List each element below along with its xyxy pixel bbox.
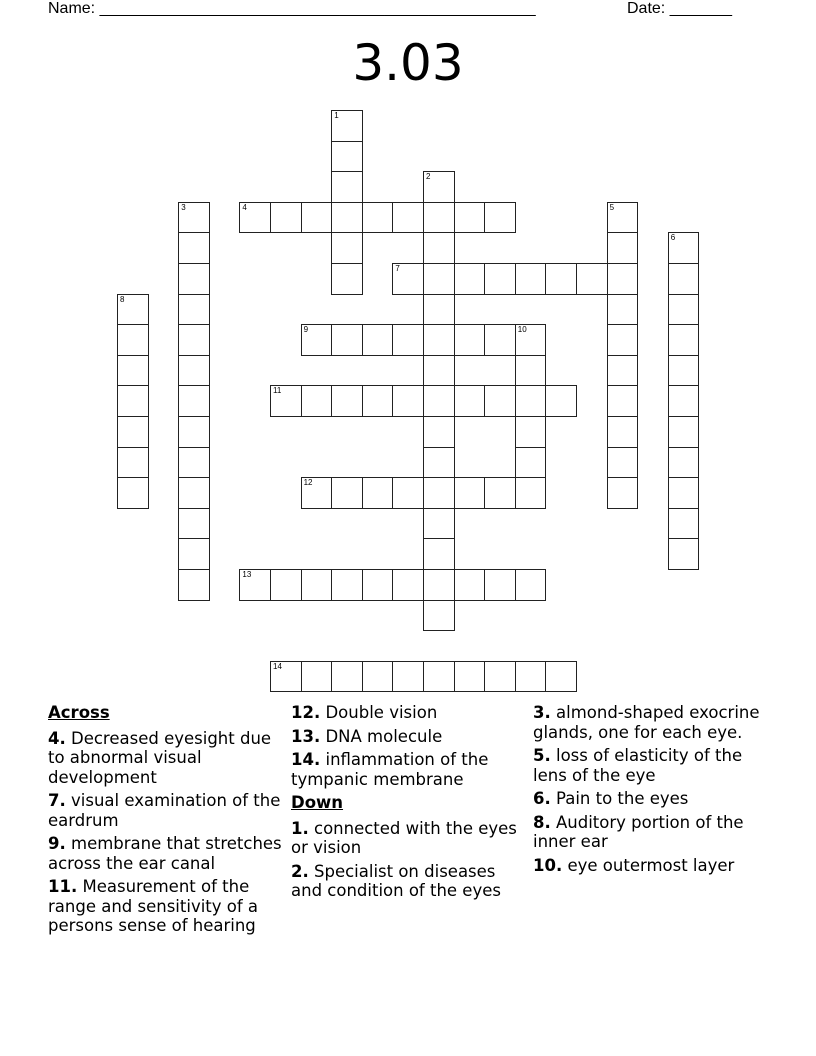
grid-cell[interactable] [178,508,210,540]
grid-cell[interactable] [301,324,333,356]
grid-cell[interactable] [331,263,363,295]
grid-cell[interactable] [668,355,700,387]
grid-cell[interactable] [515,477,547,509]
grid-cell[interactable] [301,569,333,601]
grid-cell[interactable] [392,569,424,601]
grid-cell[interactable] [331,477,363,509]
grid-cell[interactable] [331,110,363,142]
grid-cell[interactable] [331,202,363,234]
grid-cell[interactable] [454,385,486,417]
grid-cell[interactable] [668,508,700,540]
grid-cell[interactable] [392,263,424,295]
grid-cell[interactable] [423,600,455,632]
grid-cell[interactable] [117,385,149,417]
grid-cell[interactable] [117,477,149,509]
grid-cell[interactable] [423,385,455,417]
grid-cell[interactable] [545,661,577,693]
grid-cell[interactable] [423,294,455,326]
grid-cell[interactable] [423,661,455,693]
clues-column-1 [48,703,284,940]
grid-cell[interactable] [331,324,363,356]
grid-cell[interactable] [607,477,639,509]
grid-cell[interactable] [668,447,700,479]
grid-cell[interactable] [117,355,149,387]
down-heading: Down [291,793,344,812]
grid-cell[interactable] [668,416,700,448]
cell-number: 14 [273,661,282,671]
grid-cell[interactable] [668,324,700,356]
grid-cell[interactable] [484,477,516,509]
clue-down-2: 2. Specialist on diseases and condition of the eyes [291,861,501,900]
grid-cell[interactable] [545,263,577,295]
grid-cell[interactable] [484,263,516,295]
grid-cell[interactable] [515,661,547,693]
grid-cell[interactable] [178,294,210,326]
cell-number: 6 [670,233,676,243]
cell-number: 7 [395,264,400,273]
grid-cell[interactable] [515,324,547,356]
grid-cell[interactable] [423,538,455,570]
grid-cell[interactable] [454,202,486,234]
grid-cell[interactable] [362,477,394,509]
grid-cell[interactable] [178,263,210,295]
cell-number: 9 [303,325,309,335]
grid-cell[interactable] [454,661,486,693]
grid-cell[interactable] [607,294,639,326]
grid-cell[interactable] [454,324,486,356]
cell-number: 10 [517,325,527,335]
across-heading: Across [48,703,110,722]
grid-cell[interactable] [668,538,700,570]
cell-number: 11 [273,386,282,396]
grid-cell[interactable] [239,202,271,234]
grid-cell[interactable] [178,324,210,356]
grid-cell[interactable] [607,202,639,234]
grid-cell[interactable] [392,202,424,234]
name-field[interactable]: Name: _________________________________________________ [48,0,536,17]
grid-cell[interactable] [423,263,455,295]
grid-cell[interactable] [331,569,363,601]
clue-down-6: 6. Pain to the eyes [533,789,689,808]
grid-cell[interactable] [454,477,486,509]
grid-cell[interactable] [117,447,149,479]
grid-cell[interactable] [392,477,424,509]
clue-across-14: 14. inflammation of the tympanic membrane [291,750,489,789]
date-field[interactable]: Date: _______ [627,0,732,17]
grid-cell[interactable] [484,324,516,356]
grid-cell[interactable] [515,355,547,387]
clue-across-9: 9. membrane that stretches across the ear canal [48,834,282,873]
grid-cell[interactable] [178,538,210,570]
cell-number: 4 [242,202,247,212]
grid-cell[interactable] [270,569,302,601]
grid-cell[interactable] [423,447,455,479]
page-title: 3.03 [352,34,464,92]
grid-cell[interactable] [362,324,394,356]
grid-cell[interactable] [362,202,394,234]
cell-number: 12 [303,478,313,488]
grid-cell[interactable] [668,232,700,264]
grid-cell[interactable] [454,263,486,295]
clue-down-8: 8. Auditory portion of the inner ear [533,812,744,851]
grid-cell[interactable] [178,355,210,387]
grid-cell[interactable] [270,202,302,234]
grid-cell[interactable] [607,447,639,479]
grid-cell[interactable] [331,232,363,264]
grid-cell[interactable] [484,661,516,693]
grid-cell[interactable] [607,416,639,448]
grid-cell[interactable] [607,324,639,356]
clues-column-2 [291,703,527,905]
grid-cell[interactable] [239,569,271,601]
grid-cell[interactable] [331,385,363,417]
grid-cell[interactable] [178,416,210,448]
grid-cell[interactable] [668,294,700,326]
cell-number: 3 [181,202,186,212]
grid-cell[interactable] [484,569,516,601]
grid-cell[interactable] [423,171,455,203]
grid-cell[interactable] [270,661,302,693]
grid-cell[interactable] [178,385,210,417]
grid-cell[interactable] [423,477,455,509]
clue-across-7: 7. visual examination of the eardrum [48,791,281,830]
grid-cell[interactable] [668,477,700,509]
grid-cell[interactable] [178,232,210,264]
grid-cell[interactable] [331,141,363,173]
clue-across-4: 4. Decreased eyesight due to abnormal visual development [48,728,272,787]
grid-cell[interactable] [301,661,333,693]
grid-cell[interactable] [331,661,363,693]
grid-cell[interactable] [668,263,700,295]
grid-cell[interactable] [178,202,210,234]
grid-cell[interactable] [515,447,547,479]
grid-cell[interactable] [607,232,639,264]
clue-across-12: 12. Double vision [291,703,438,722]
grid-cell[interactable] [301,477,333,509]
grid-cell[interactable] [270,385,302,417]
grid-cell[interactable] [515,263,547,295]
clue-down-10: 10. eye outermost layer [533,855,735,875]
cell-number: 5 [609,202,615,212]
grid-cell[interactable] [362,661,394,693]
grid-cell[interactable] [423,355,455,387]
grid-cell[interactable] [423,232,455,264]
clue-down-1: 1. connected with the eyes or vision [291,818,517,857]
grid-cell[interactable] [117,294,149,326]
clue-across-11: 11. Measurement of the range and sensitivity of a persons sense of hearing [48,877,259,935]
grid-cell[interactable] [607,385,639,417]
grid-cell[interactable] [392,324,424,356]
grid-cell[interactable] [331,171,363,203]
grid-cell[interactable] [301,385,333,417]
grid-cell[interactable] [484,202,516,234]
grid-cell[interactable] [392,385,424,417]
cell-number: 8 [120,294,125,304]
cell-number: 13 [242,570,252,579]
grid-cell[interactable] [484,385,516,417]
clues-column-3 [533,703,769,879]
grid-cell[interactable] [423,416,455,448]
grid-cell[interactable] [423,202,455,234]
grid-cell[interactable] [392,661,424,693]
clue-down-3: 3. almond-shaped exocrine glands, one for each eye. [533,703,760,742]
grid-cell[interactable] [178,447,210,479]
grid-cell[interactable] [607,355,639,387]
grid-cell[interactable] [515,385,547,417]
grid-cell[interactable] [178,569,210,601]
grid-cell[interactable] [301,202,333,234]
grid-cell[interactable] [423,508,455,540]
grid-cell[interactable] [454,569,486,601]
grid-cell[interactable] [515,416,547,448]
cell-number: 2 [426,172,431,182]
grid-cell[interactable] [117,416,149,448]
grid-cell[interactable] [607,263,639,295]
grid-cell[interactable] [576,263,608,295]
grid-cell[interactable] [178,477,210,509]
grid-cell[interactable] [117,324,149,356]
grid-cell[interactable] [545,385,577,417]
clue-down-5: 5. loss of elasticity of the lens of the eye [533,746,743,785]
clue-across-13: 13. DNA molecule [291,726,443,746]
grid-cell[interactable] [515,569,547,601]
grid-cell[interactable] [362,385,394,417]
cell-number: 1 [334,111,339,120]
grid-cell[interactable] [668,385,700,417]
grid-cell[interactable] [423,324,455,356]
grid-cell[interactable] [423,569,455,601]
grid-cell[interactable] [362,569,394,601]
